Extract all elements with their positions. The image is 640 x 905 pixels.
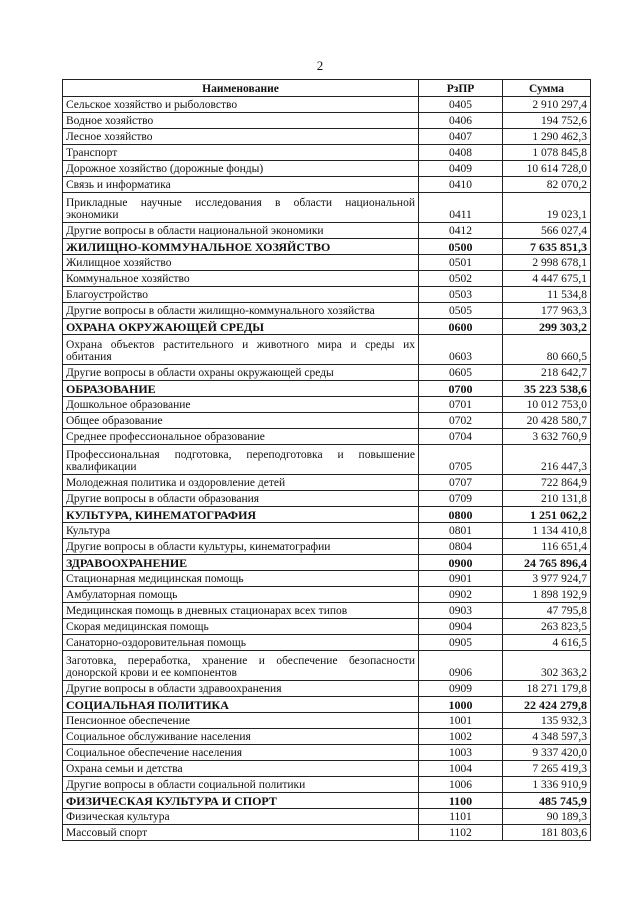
row-sum-cell: 1 078 845,8 (503, 145, 591, 161)
row-sum-cell: 7 635 851,3 (503, 239, 591, 255)
table-row (63, 223, 591, 239)
row-code-cell: 1002 (419, 729, 503, 745)
row-name-cell: Другие вопросы в области охраны окружающей среды (63, 365, 419, 381)
row-name-cell: Заготовка, переработка, хранение и обеспечение безопасности донорской крови и ее компонентов (63, 651, 419, 681)
row-code-cell: 0409 (419, 161, 503, 177)
section-row (63, 319, 591, 335)
row-name-cell: Другие вопросы в области образования (63, 491, 419, 507)
row-name-cell: ЗДРАВООХРАНЕНИЕ (63, 555, 419, 571)
row-sum-cell: 10 012 753,0 (503, 397, 591, 413)
table-row (63, 761, 591, 777)
row-code-cell: 0909 (419, 681, 503, 697)
row-code-cell: 0406 (419, 113, 503, 129)
row-code-cell: 0705 (419, 445, 503, 475)
row-code-cell: 0801 (419, 523, 503, 539)
row-sum-cell: 194 752,6 (503, 113, 591, 129)
row-code-cell: 0405 (419, 97, 503, 113)
row-sum-cell: 218 642,7 (503, 365, 591, 381)
row-name-cell: Дорожное хозяйство (дорожные фонды) (63, 161, 419, 177)
row-sum-cell: 3 977 924,7 (503, 571, 591, 587)
row-code-cell: 0804 (419, 539, 503, 555)
table-row (63, 161, 591, 177)
row-name-cell: Профессиональная подготовка, переподготовка и повышение квалификации (63, 445, 419, 475)
row-sum-cell: 1 134 410,8 (503, 523, 591, 539)
row-sum-cell: 19 023,1 (503, 193, 591, 223)
row-name-cell: Прикладные научные исследования в области национальной экономики (63, 193, 419, 223)
page-number: 2 (316, 58, 324, 73)
row-code-cell: 0600 (419, 319, 503, 335)
row-sum-cell: 4 616,5 (503, 635, 591, 651)
row-sum-cell: 302 363,2 (503, 651, 591, 681)
row-code-cell: 0505 (419, 303, 503, 319)
row-sum-cell: 22 424 279,8 (503, 697, 591, 713)
table-body (63, 97, 591, 841)
row-sum-cell: 263 823,5 (503, 619, 591, 635)
row-sum-cell: 4 447 675,1 (503, 271, 591, 287)
row-name-cell: ЖИЛИЩНО-КОММУНАЛЬНОЕ ХОЗЯЙСТВО (63, 239, 419, 255)
row-name-cell: ОБРАЗОВАНИЕ (63, 381, 419, 397)
row-code-cell: 1004 (419, 761, 503, 777)
row-name-cell: Сельское хозяйство и рыболовство (63, 97, 419, 113)
row-sum-cell: 135 932,3 (503, 713, 591, 729)
row-sum-cell: 82 070,2 (503, 177, 591, 193)
row-code-cell: 1100 (419, 793, 503, 809)
section-row (63, 381, 591, 397)
row-name-cell: Пенсионное обеспечение (63, 713, 419, 729)
row-name-cell: Охрана семьи и детства (63, 761, 419, 777)
row-code-cell: 1006 (419, 777, 503, 793)
row-name-cell: Другие вопросы в области национальной экономики (63, 223, 419, 239)
row-name-cell: Охрана объектов растительного и животного мира и среды их обитания (63, 335, 419, 365)
row-sum-cell: 566 027,4 (503, 223, 591, 239)
row-code-cell: 0906 (419, 651, 503, 681)
row-sum-cell: 90 189,3 (503, 809, 591, 825)
row-name-cell: Другие вопросы в области жилищно-коммунального хозяйства (63, 303, 419, 319)
table-row (63, 129, 591, 145)
table-row (63, 397, 591, 413)
row-sum-cell: 177 963,3 (503, 303, 591, 319)
table-row (63, 97, 591, 113)
row-name-cell: ФИЗИЧЕСКАЯ КУЛЬТУРА И СПОРТ (63, 793, 419, 809)
row-code-cell: 0407 (419, 129, 503, 145)
table-row (63, 635, 591, 651)
row-code-cell: 1102 (419, 825, 503, 841)
row-sum-cell: 24 765 896,4 (503, 555, 591, 571)
row-code-cell: 0707 (419, 475, 503, 491)
row-code-cell: 0900 (419, 555, 503, 571)
row-sum-cell: 4 348 597,3 (503, 729, 591, 745)
row-code-cell: 0700 (419, 381, 503, 397)
section-row (63, 555, 591, 571)
row-code-cell: 0901 (419, 571, 503, 587)
row-sum-cell: 80 660,5 (503, 335, 591, 365)
row-name-cell: ОХРАНА ОКРУЖАЮЩЕЙ СРЕДЫ (63, 319, 419, 335)
table-header-row (63, 80, 591, 97)
row-code-cell: 0904 (419, 619, 503, 635)
table-row (63, 523, 591, 539)
row-name-cell: Социальное обеспечение населения (63, 745, 419, 761)
table-row (63, 429, 591, 445)
column-header-sum: Сумма (503, 80, 591, 97)
table-row (63, 335, 591, 365)
row-name-cell: Связь и информатика (63, 177, 419, 193)
row-name-cell: Дошкольное образование (63, 397, 419, 413)
table-row (63, 651, 591, 681)
table-row (63, 539, 591, 555)
row-code-cell: 0603 (419, 335, 503, 365)
table-row (63, 491, 591, 507)
table-row (63, 603, 591, 619)
row-code-cell: 0704 (419, 429, 503, 445)
table-row (63, 445, 591, 475)
table-row (63, 303, 591, 319)
row-name-cell: КУЛЬТУРА, КИНЕМАТОГРАФИЯ (63, 507, 419, 523)
row-sum-cell: 9 337 420,0 (503, 745, 591, 761)
row-code-cell: 1003 (419, 745, 503, 761)
row-name-cell: Другие вопросы в области социальной политики (63, 777, 419, 793)
row-code-cell: 0503 (419, 287, 503, 303)
section-row (63, 697, 591, 713)
row-sum-cell: 11 534,8 (503, 287, 591, 303)
table-row (63, 587, 591, 603)
row-sum-cell: 181 803,6 (503, 825, 591, 841)
row-name-cell: Санаторно-оздоровительная помощь (63, 635, 419, 651)
row-code-cell: 0605 (419, 365, 503, 381)
row-sum-cell: 299 303,2 (503, 319, 591, 335)
row-name-cell: Стационарная медицинская помощь (63, 571, 419, 587)
section-row (63, 239, 591, 255)
table-row (63, 825, 591, 841)
row-code-cell: 0709 (419, 491, 503, 507)
row-code-cell: 0701 (419, 397, 503, 413)
row-sum-cell: 35 223 538,6 (503, 381, 591, 397)
row-code-cell: 1101 (419, 809, 503, 825)
row-name-cell: Благоустройство (63, 287, 419, 303)
row-code-cell: 0902 (419, 587, 503, 603)
section-row (63, 793, 591, 809)
row-name-cell: Амбулаторная помощь (63, 587, 419, 603)
table-row (63, 475, 591, 491)
row-sum-cell: 116 651,4 (503, 539, 591, 555)
row-name-cell: Коммунальное хозяйство (63, 271, 419, 287)
row-code-cell: 1000 (419, 697, 503, 713)
table-row (63, 193, 591, 223)
table-row (63, 809, 591, 825)
row-sum-cell: 2 910 297,4 (503, 97, 591, 113)
table-row (63, 177, 591, 193)
row-name-cell: Молодежная политика и оздоровление детей (63, 475, 419, 491)
row-name-cell: Транспорт (63, 145, 419, 161)
row-name-cell: Медицинская помощь в дневных стационарах всех типов (63, 603, 419, 619)
row-name-cell: Общее образование (63, 413, 419, 429)
row-name-cell: Другие вопросы в области здравоохранения (63, 681, 419, 697)
row-code-cell: 0702 (419, 413, 503, 429)
row-code-cell: 1001 (419, 713, 503, 729)
row-code-cell: 0500 (419, 239, 503, 255)
row-code-cell: 0905 (419, 635, 503, 651)
column-header-code: РзПР (419, 80, 503, 97)
row-sum-cell: 1 898 192,9 (503, 587, 591, 603)
row-sum-cell: 7 265 419,3 (503, 761, 591, 777)
row-code-cell: 0411 (419, 193, 503, 223)
row-code-cell: 0903 (419, 603, 503, 619)
row-name-cell: Физическая культура (63, 809, 419, 825)
row-name-cell: Массовый спорт (63, 825, 419, 841)
row-code-cell: 0408 (419, 145, 503, 161)
table-row (63, 413, 591, 429)
table-row (63, 681, 591, 697)
row-sum-cell: 18 271 179,8 (503, 681, 591, 697)
row-sum-cell: 2 998 678,1 (503, 255, 591, 271)
row-code-cell: 0800 (419, 507, 503, 523)
table-row (63, 287, 591, 303)
table-row (63, 619, 591, 635)
table-row (63, 713, 591, 729)
row-name-cell: Лесное хозяйство (63, 129, 419, 145)
row-name-cell: Другие вопросы в области культуры, кинематографии (63, 539, 419, 555)
table-row (63, 777, 591, 793)
column-header-name: Наименование (63, 80, 419, 97)
row-sum-cell: 485 745,9 (503, 793, 591, 809)
row-name-cell: Скорая медицинская помощь (63, 619, 419, 635)
table-row (63, 145, 591, 161)
row-code-cell: 0410 (419, 177, 503, 193)
table-row (63, 571, 591, 587)
table-row (63, 255, 591, 271)
row-name-cell: Социальное обслуживание населения (63, 729, 419, 745)
row-sum-cell: 1 251 062,2 (503, 507, 591, 523)
row-code-cell: 0502 (419, 271, 503, 287)
budget-table (62, 79, 591, 841)
row-sum-cell: 20 428 580,7 (503, 413, 591, 429)
table-row (63, 745, 591, 761)
table-row (63, 113, 591, 129)
row-name-cell: Водное хозяйство (63, 113, 419, 129)
row-sum-cell: 722 864,9 (503, 475, 591, 491)
row-sum-cell: 1 336 910,9 (503, 777, 591, 793)
row-sum-cell: 47 795,8 (503, 603, 591, 619)
row-name-cell: Среднее профессиональное образование (63, 429, 419, 445)
row-name-cell: Жилищное хозяйство (63, 255, 419, 271)
row-name-cell: Культура (63, 523, 419, 539)
table-row (63, 365, 591, 381)
section-row (63, 507, 591, 523)
row-sum-cell: 3 632 760,9 (503, 429, 591, 445)
row-sum-cell: 216 447,3 (503, 445, 591, 475)
row-code-cell: 0501 (419, 255, 503, 271)
row-name-cell: СОЦИАЛЬНАЯ ПОЛИТИКА (63, 697, 419, 713)
row-sum-cell: 1 290 462,3 (503, 129, 591, 145)
row-code-cell: 0412 (419, 223, 503, 239)
row-sum-cell: 10 614 728,0 (503, 161, 591, 177)
table-row (63, 271, 591, 287)
table-row (63, 729, 591, 745)
row-sum-cell: 210 131,8 (503, 491, 591, 507)
